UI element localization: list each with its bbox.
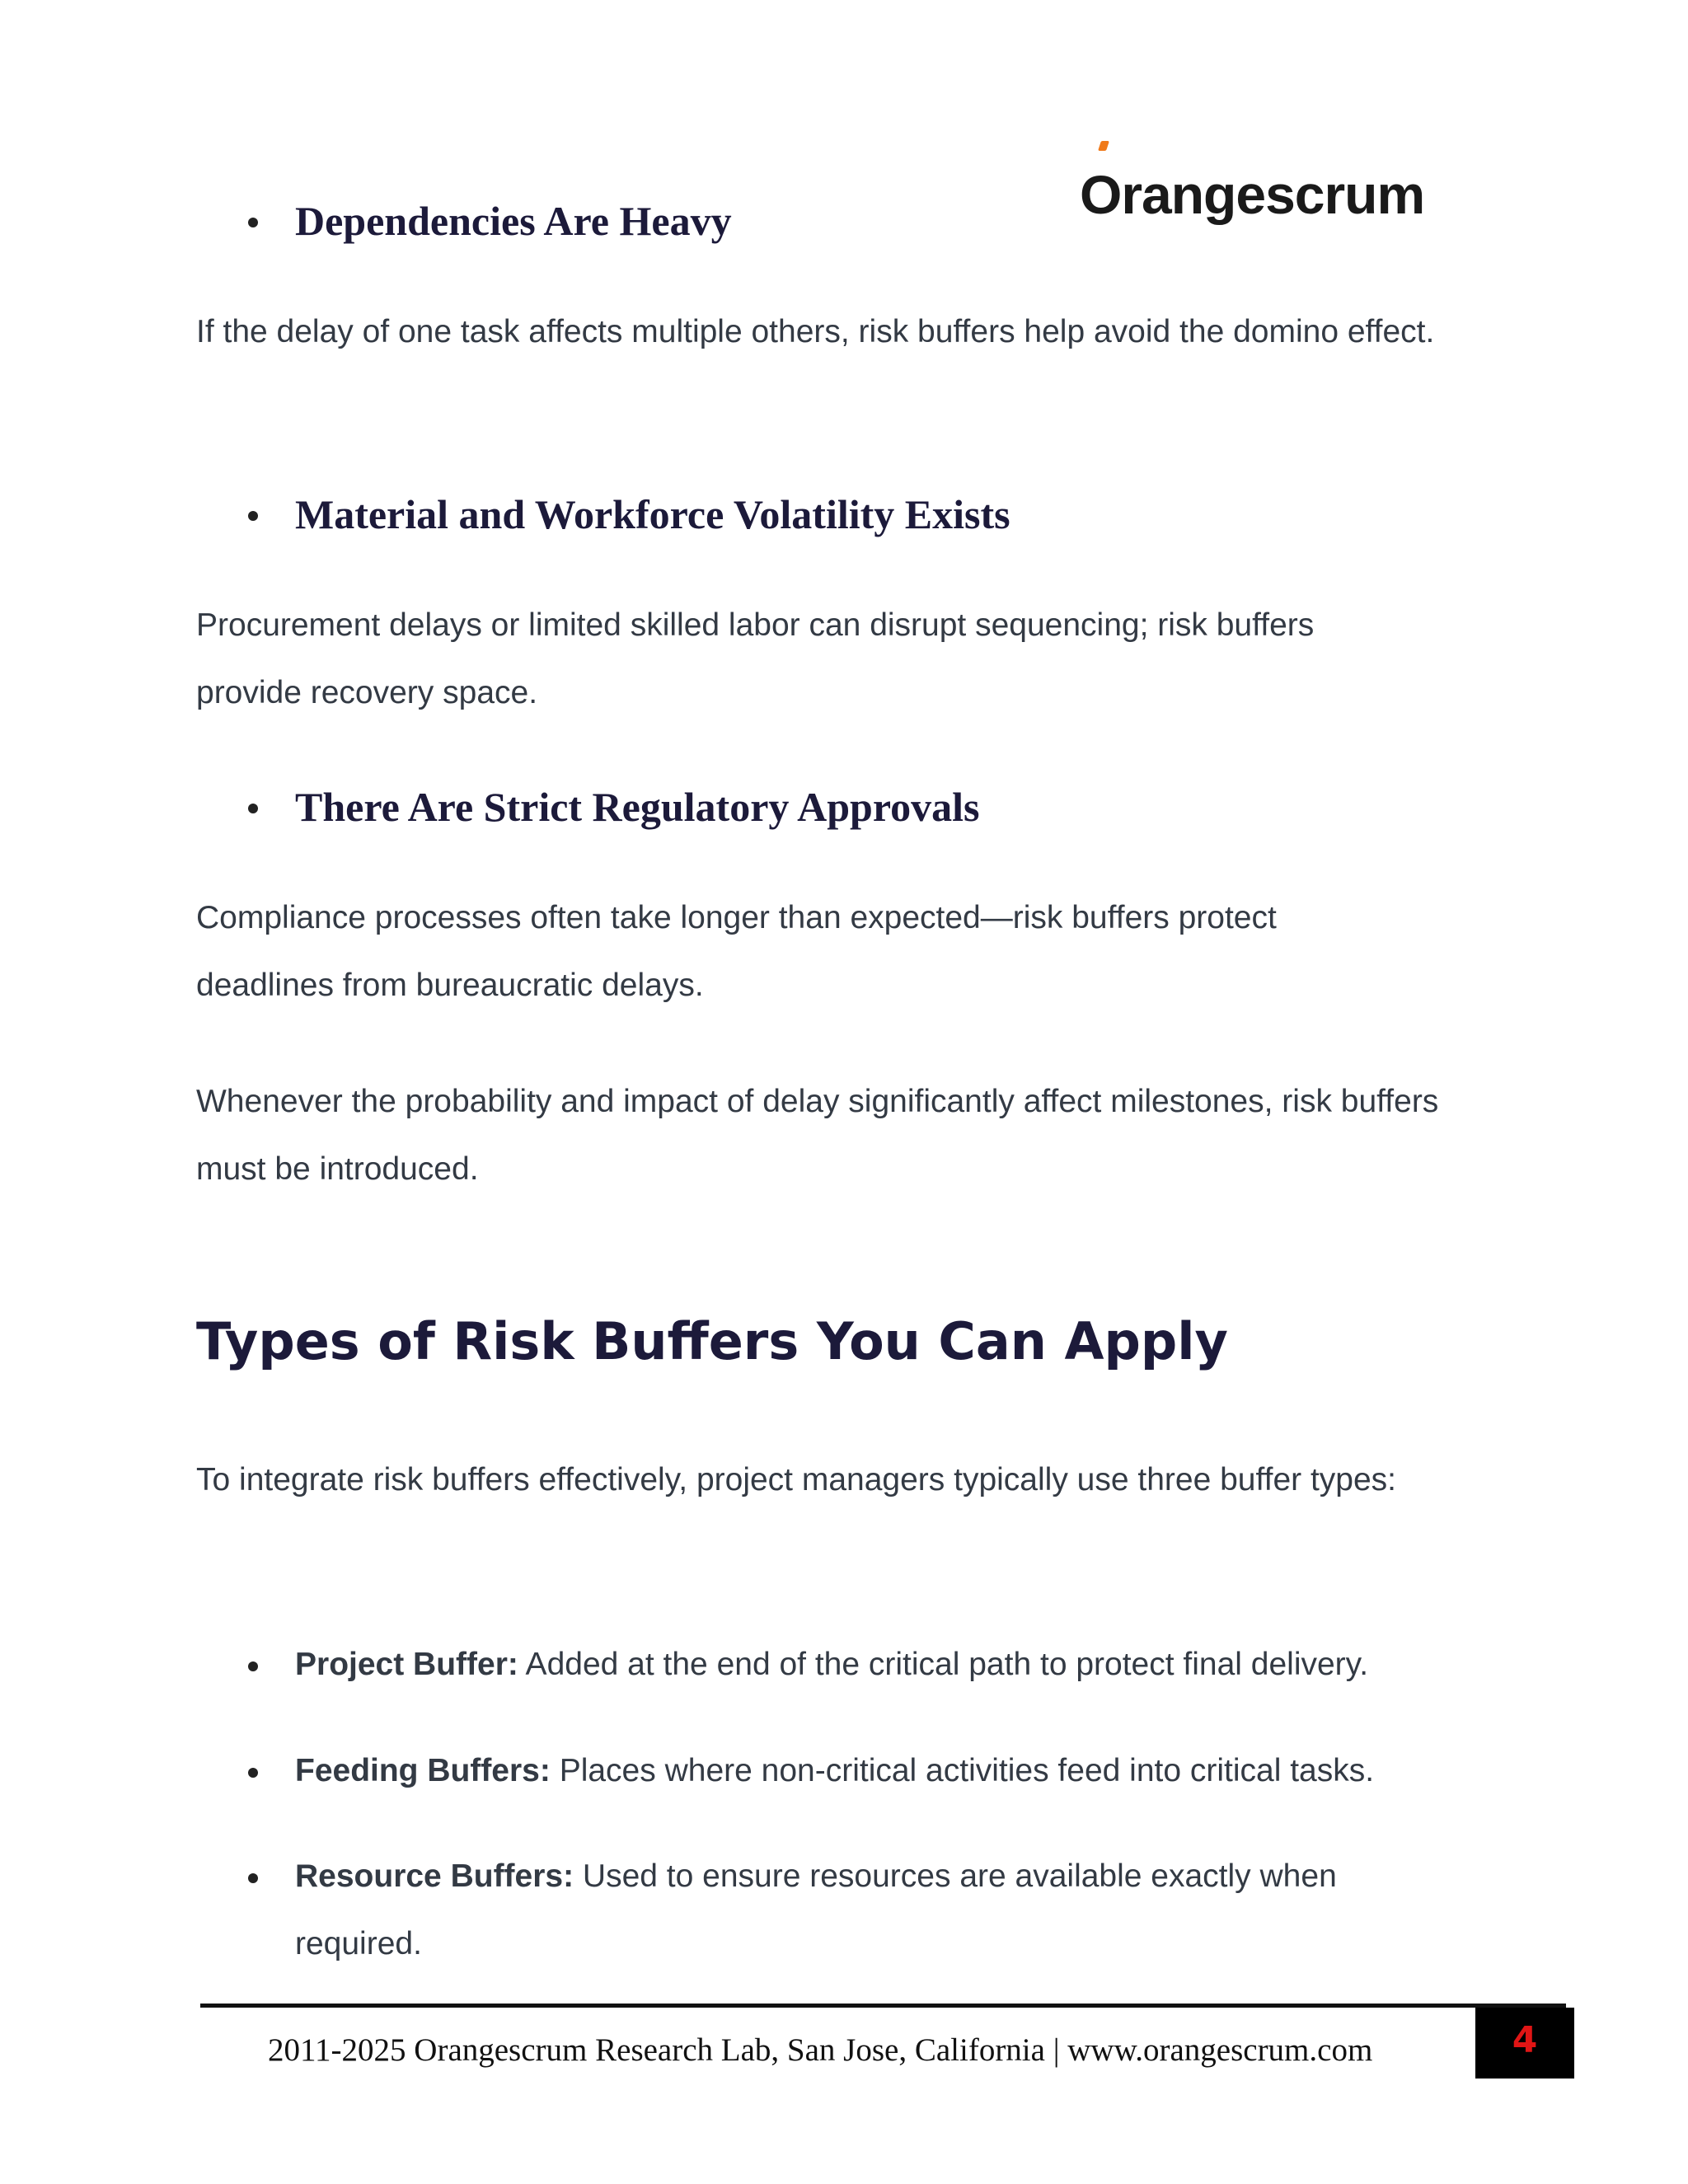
paragraph-dependencies: If the delay of one task affects multiple others, risk buffers help avoid the domino effect.: [196, 314, 1435, 349]
subheading-dependencies: Dependencies Are Heavy: [295, 198, 732, 244]
page-number: 4: [1512, 2019, 1538, 2061]
paragraph-volatility: Procurement delays or limited skilled labor can disrupt sequencing; risk buffers provide recovery space.: [196, 607, 1315, 710]
page-number-box: [1475, 2008, 1574, 2079]
paragraph-regulatory: Compliance processes often take longer than expected—risk buffers protect deadlines from bureaucratic delays.: [196, 900, 1277, 1003]
bullet-icon: [248, 1873, 258, 1883]
desc-feeding-buffers: Places where non-critical activities feed into critical tasks.: [550, 1753, 1375, 1788]
desc-resource-buffers: Used to ensure resources are available exactly when required.: [295, 1858, 1337, 1961]
term-project-buffer: Project Buffer:: [295, 1647, 518, 1682]
term-resource-buffers: Resource Buffers:: [295, 1858, 574, 1894]
list-item-feeding-buffers: [295, 1737, 1465, 1805]
term-feeding-buffers: Feeding Buffers:: [295, 1753, 551, 1788]
types-intro-paragraph: To integrate risk buffers effectively, project managers typically use three buffer types:: [196, 1462, 1397, 1497]
section-heading-types: Types of Risk Buffers You Can Apply: [196, 1311, 1228, 1371]
bullet-icon: [248, 218, 258, 227]
summary-paragraph: Whenever the probability and impact of delay significantly affect milestones, risk buffers must be introduced.: [196, 1084, 1439, 1187]
footer-text: 2011-2025 Orangescrum Research Lab, San Jose, California | www.orangescrum.com: [268, 2032, 1373, 2068]
subheading-volatility: Material and Workforce Volatility Exists: [295, 491, 1010, 537]
bullet-icon: [248, 511, 258, 521]
list-item-resource-buffers: [295, 1843, 1391, 1978]
list-item-project-buffer: [295, 1631, 1498, 1699]
bullet-icon: [248, 1768, 258, 1778]
desc-project-buffer: Added at the end of the critical path to protect final delivery.: [518, 1647, 1369, 1682]
footer-divider: [200, 2004, 1566, 2008]
subheading-regulatory: There Are Strict Regulatory Approvals: [295, 784, 980, 830]
orangescrum-logo: [1080, 81, 1425, 225]
bullet-icon: [248, 1661, 258, 1671]
bullet-icon: [248, 804, 258, 813]
logo-text: Orangescrum: [1080, 164, 1425, 225]
